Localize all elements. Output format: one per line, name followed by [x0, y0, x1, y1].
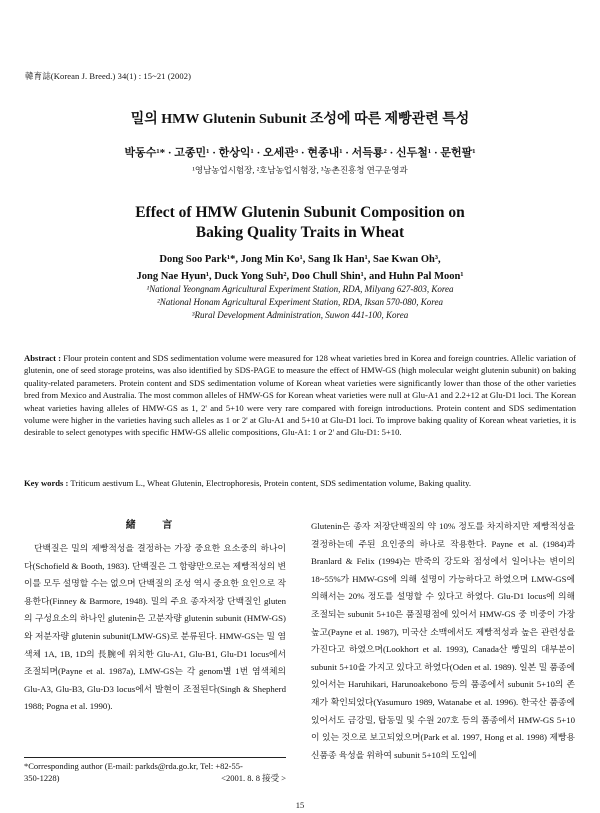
left-column: [24, 540, 286, 716]
affiliation-1: ¹National Yeongnam Agricultural Experiment Station, RDA, Milyang 627-803, Korea: [146, 284, 454, 294]
footnote-line-1: *Corresponding author (E-mail: parkds@rda.go.kr, Tel: +82-55-: [24, 761, 243, 771]
footnote-phone: 350-1228): [24, 773, 60, 783]
journal-reference: 韓育誌(Korean J. Breed.) 34(1) : 15~21 (2002): [25, 71, 192, 81]
english-title: [0, 203, 600, 243]
footnote-divider: [24, 757, 286, 758]
footnote: [24, 760, 286, 784]
section-heading: 緒 言: [125, 520, 185, 531]
keywords: [24, 477, 576, 489]
page-number: 15: [295, 800, 305, 810]
korean-affiliations: ¹영남농업시험장, ²호남농업시험장, ³농촌진흥청 연구운영과: [192, 165, 408, 175]
right-paragraph: Glutenin은 종자 저장단백질의 약 10% 정도를 차지하지만 제빵적성을 결정하는데 주된 요인중의 하나로 작용한다. Payne et al. (1984)과 Branlard & Felix (1994)는 반죽의 강도와 점성에서 일어나는 변이의 18~55%가 HMW-GS에 의해 설명이 가능하다고 하였으며 LMW-GS에 의해서는 20% 정도를 설명할 수 있다고 하였다. Glu-D1 locus에 의해 조절되는 subunit 5+10은 품질평점에 있어서 HMW-GS 중 비중이 가장 높고(Payne et al. 1987), 미국산 소맥에서도 제빵적성과 높은 관련성을 가진다고 하였으며(Lookhort et al. 1993), Canada산 빵밀의 대부분이 subunit 5+10을 가지고 있다고 하였다(Oden et al. 1989). 일본 밀 품종에 있어서는 Haruhikari, Harunoakebono 등의 품종에서 subunit 5+10의 존재가 확인되었다(Yasumuro 1989, Watanabe et al. 1996). 한국산 품종에 있어서도 금강밀, 탑동밀 및 수원 207호 등의 품종에서 HMW-GS 5+10이 있는 것으로 보고되었으며(Park et al. 1997, Hong et al. 1998) 제빵용 신품종 육성을 위하여 subunit 5+10의 도입에: [311, 521, 575, 760]
korean-authors: 박동수¹* · 고종민¹ · 한상익¹ · 오세관³ · 현종내¹ · 서득룡² · 신두철¹ · 문헌팔¹: [124, 147, 476, 159]
keywords-label: Key words :: [24, 478, 69, 488]
affiliation-2: ²National Honam Agricultural Experiment Station, RDA, Iksan 570-080, Korea: [157, 297, 443, 307]
english-authors-line-1: Dong Soo Park¹*, Jong Min Ko¹, Sang Ik Han¹, Sae Kwan Oh³,: [159, 254, 441, 265]
affiliation-3: ³Rural Development Administration, Suwon 441-100, Korea: [191, 310, 409, 320]
abstract-text: Flour protein content and SDS sedimentation volume were measured for 128 wheat varieties bred in Korea and foreign countries. Allelic variation of glutenin, one of seed storage proteins, was also identified by SDS-PAGE to measure the effect of HMW-GS (high molecular weight glutenin subunit) on baking quality-related parameters. Protein content and SDS sedimentation volume of Korean wheat varieties were significantly lower than those of the other varieties bred from Mexico and Australia. The most common alleles of HMW-GS for Korean wheat varieties were null at Glu-A1 and 2.2+12 at Glu-D1 loci. The Korean wheat varieties having alleles of HMW-GS as 1, 2' and 5+10 were very rare compared with foreign introductions. Protein content and SDS sedimentation volume were higher in the varieties having such alleles as 1 or 2' at Glu-A1 and 5+10 at Glu-D1 loci. To improve baking quality of Korean wheat varieties, it is desirable to select genotypes with specific HMW-GS allelic compositions, Glu-A1: 1 or 2' and Glu-D1: 5+10.: [24, 353, 576, 438]
right-column: [311, 518, 575, 764]
english-title-line-2: Baking Quality Traits in Wheat: [195, 224, 405, 241]
english-authors-line-2: Jong Nae Hyun¹, Duck Yong Suh², Doo Chull Shin¹, and Huhn Pal Moon¹: [136, 271, 464, 282]
keywords-text: Triticum aestivum L., Wheat Glutenin, Electrophoresis, Protein content, SDS sedimentation volume, Baking quality.: [70, 478, 472, 488]
english-title-line-1: Effect of HMW Glutenin Subunit Composition on: [135, 204, 465, 221]
received-date: <2001. 8. 8 接受 >: [221, 773, 286, 783]
abstract: [24, 352, 576, 439]
english-affiliations: [0, 283, 600, 322]
footnote-line-2: [24, 772, 286, 784]
english-authors: [0, 251, 600, 285]
left-paragraph: 단백질은 밀의 제빵적성을 결정하는 가장 중요한 요소중의 하나이다(Schofield & Booth, 1983). 단백질은 그 함량만으로는 제빵적성의 변이를 모두 설명할 수는 없으며 단백질의 조성 역시 중요한 요인으로 작용한다(Finney & Barmore, 1948). 밀의 주요 종자저장 단백질인 gluten의 구성요소의 하나인 glutenin은 고분자량 glutenin subunit (HMW-GS)와 저분자량 glutenin subunit(LMW-GS)로 분류된다. HMW-GS는 밀 염색체 1A, 1B, 1D의 長腕에 위치한 Glu-A1, Glu-B1, Glu-D1 locus에서 조절되며(Payne et al. 1987a), LMW-GS는 각 genom별 1번 염색체의 Glu-A3, Glu-B3, Glu-D3 locus에서 발현이 조절된다(Singh & Shepherd 1988; Pogna et al. 1990).: [24, 543, 286, 712]
abstract-label: Abstract :: [24, 353, 62, 363]
korean-title: 밀의 HMW Glutenin Subunit 조성에 따른 제빵관련 특성: [130, 112, 470, 127]
